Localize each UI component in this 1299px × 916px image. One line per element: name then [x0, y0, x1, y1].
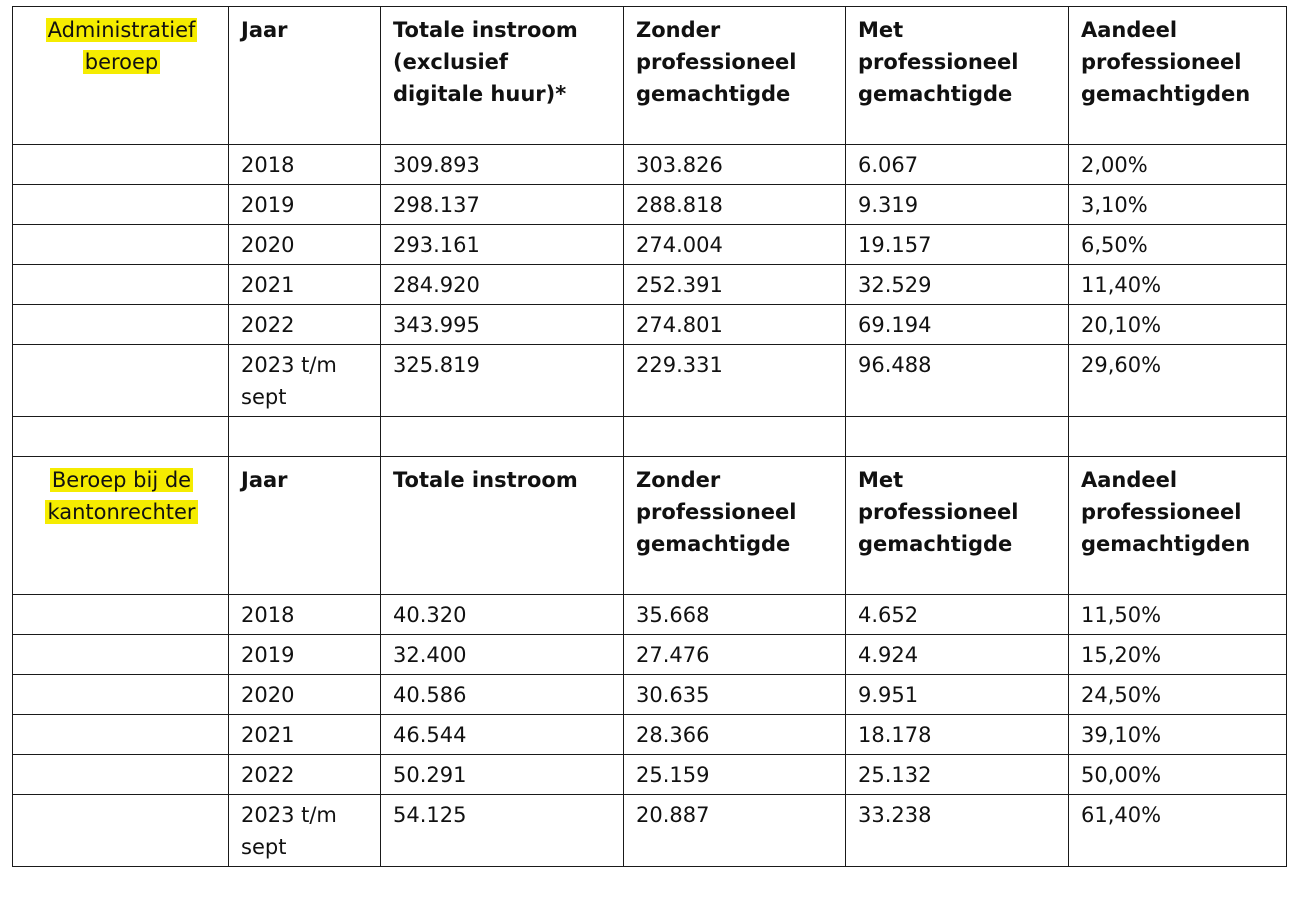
cell-jaar: 2022: [229, 755, 381, 795]
spacer-row: [13, 417, 1287, 457]
empty-cell: [13, 595, 229, 635]
empty-cell: [13, 635, 229, 675]
empty-cell: [13, 795, 229, 867]
empty-cell: [13, 305, 229, 345]
empty-cell: [13, 675, 229, 715]
cell-jaar: 2018: [229, 595, 381, 635]
section-label: [13, 7, 229, 145]
cell-aandeel: 3,10%: [1069, 185, 1287, 225]
cell-aandeel: 11,40%: [1069, 265, 1287, 305]
cell-aandeel: 39,10%: [1069, 715, 1287, 755]
table-row: [13, 345, 1287, 417]
header-totale-instroom: Totale instroom: [381, 457, 624, 595]
cell-jaar: 2021: [229, 265, 381, 305]
empty-cell: [13, 715, 229, 755]
section-label-line: beroep: [84, 50, 159, 74]
header-met-gemachtigde: Met professioneel gemachtigde: [846, 457, 1069, 595]
cell-met: 33.238: [846, 795, 1069, 867]
cell-aandeel: 29,60%: [1069, 345, 1287, 417]
cell-met: 9.951: [846, 675, 1069, 715]
cell-aandeel: 61,40%: [1069, 795, 1287, 867]
cell-met: 9.319: [846, 185, 1069, 225]
header-row: [13, 7, 1287, 145]
cell-jaar: 2023 t/m sept: [229, 345, 381, 417]
table-row: [13, 635, 1287, 675]
cell-totale: 284.920: [381, 265, 624, 305]
cell-totale: 54.125: [381, 795, 624, 867]
empty-cell: [13, 145, 229, 185]
cell-totale: 46.544: [381, 715, 624, 755]
empty-cell: [1069, 417, 1287, 457]
cell-aandeel: 15,20%: [1069, 635, 1287, 675]
table-row: [13, 755, 1287, 795]
empty-cell: [229, 417, 381, 457]
instroom-table: [12, 6, 1287, 867]
empty-cell: [846, 417, 1069, 457]
header-row: [13, 457, 1287, 595]
cell-aandeel: 50,00%: [1069, 755, 1287, 795]
empty-cell: [624, 417, 846, 457]
cell-aandeel: 6,50%: [1069, 225, 1287, 265]
cell-jaar: 2020: [229, 225, 381, 265]
section-label-line: kantonrechter: [47, 500, 196, 524]
table-row: [13, 145, 1287, 185]
cell-jaar: 2022: [229, 305, 381, 345]
cell-aandeel: 2,00%: [1069, 145, 1287, 185]
cell-met: 18.178: [846, 715, 1069, 755]
cell-met: 32.529: [846, 265, 1069, 305]
empty-cell: [13, 225, 229, 265]
table-row: [13, 185, 1287, 225]
table-row: [13, 795, 1287, 867]
cell-zonder: 27.476: [624, 635, 846, 675]
cell-jaar: 2019: [229, 635, 381, 675]
cell-totale: 309.893: [381, 145, 624, 185]
empty-cell: [13, 417, 229, 457]
table-row: [13, 265, 1287, 305]
cell-zonder: 288.818: [624, 185, 846, 225]
cell-aandeel: 20,10%: [1069, 305, 1287, 345]
section-label-line: Administratief: [47, 18, 196, 42]
empty-cell: [13, 265, 229, 305]
section-label-line: Beroep bij de: [51, 468, 192, 492]
cell-zonder: 252.391: [624, 265, 846, 305]
cell-zonder: 28.366: [624, 715, 846, 755]
cell-met: 19.157: [846, 225, 1069, 265]
cell-met: 96.488: [846, 345, 1069, 417]
table-row: [13, 675, 1287, 715]
table-row: [13, 595, 1287, 635]
section-label: [13, 457, 229, 595]
cell-jaar: 2019: [229, 185, 381, 225]
cell-zonder: 274.801: [624, 305, 846, 345]
cell-aandeel: 24,50%: [1069, 675, 1287, 715]
empty-cell: [381, 417, 624, 457]
cell-met: 4.924: [846, 635, 1069, 675]
cell-met: 4.652: [846, 595, 1069, 635]
header-jaar: Jaar: [229, 457, 381, 595]
cell-jaar: 2021: [229, 715, 381, 755]
cell-totale: 50.291: [381, 755, 624, 795]
cell-totale: 40.320: [381, 595, 624, 635]
header-aandeel-gemachtigden: Aandeel professioneel gemachtigden: [1069, 457, 1287, 595]
cell-jaar: 2018: [229, 145, 381, 185]
empty-cell: [13, 755, 229, 795]
cell-totale: 298.137: [381, 185, 624, 225]
cell-met: 25.132: [846, 755, 1069, 795]
cell-met: 69.194: [846, 305, 1069, 345]
table-row: [13, 305, 1287, 345]
cell-totale: 293.161: [381, 225, 624, 265]
header-met-gemachtigde: Met professioneel gemachtigde: [846, 7, 1069, 145]
table-row: [13, 715, 1287, 755]
header-zonder-gemachtigde: Zonder professioneel gemachtigde: [624, 7, 846, 145]
header-aandeel-gemachtigden: Aandeel professioneel gemachtigden: [1069, 7, 1287, 145]
table-row: [13, 225, 1287, 265]
cell-totale: 325.819: [381, 345, 624, 417]
cell-zonder: 30.635: [624, 675, 846, 715]
cell-zonder: 35.668: [624, 595, 846, 635]
cell-jaar: 2023 t/m sept: [229, 795, 381, 867]
header-zonder-gemachtigde: Zonder professioneel gemachtigde: [624, 457, 846, 595]
cell-zonder: 20.887: [624, 795, 846, 867]
cell-met: 6.067: [846, 145, 1069, 185]
cell-zonder: 229.331: [624, 345, 846, 417]
empty-cell: [13, 185, 229, 225]
cell-totale: 40.586: [381, 675, 624, 715]
cell-zonder: 303.826: [624, 145, 846, 185]
cell-aandeel: 11,50%: [1069, 595, 1287, 635]
header-totale-instroom: Totale instroom (exclusief digitale huur)*: [381, 7, 624, 145]
header-jaar: Jaar: [229, 7, 381, 145]
cell-zonder: 274.004: [624, 225, 846, 265]
cell-totale: 343.995: [381, 305, 624, 345]
cell-zonder: 25.159: [624, 755, 846, 795]
cell-totale: 32.400: [381, 635, 624, 675]
empty-cell: [13, 345, 229, 417]
cell-jaar: 2020: [229, 675, 381, 715]
